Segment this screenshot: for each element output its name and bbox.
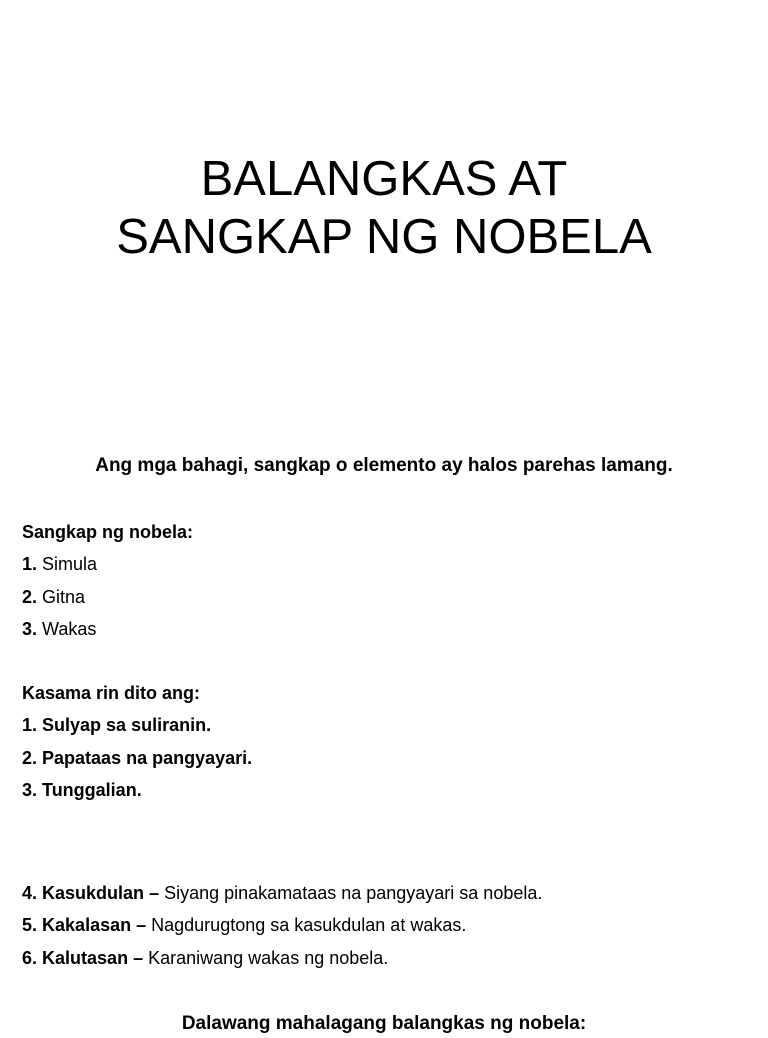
item-text: Simula (42, 554, 98, 575)
item-term: Kasukdulan (42, 883, 145, 903)
list-item (22, 709, 252, 741)
list-item (22, 548, 193, 580)
item-text: Siyang pinakamataas na pangyayari sa nobela. (164, 883, 543, 903)
item-dash: – (133, 947, 144, 968)
kasama-heading: Kasama rin dito ang: (22, 683, 201, 703)
item-number: 3. (22, 779, 38, 800)
list-item (22, 877, 542, 909)
dagdag-list (22, 877, 542, 974)
title-line-1: BALANGKAS AT (200, 152, 568, 206)
item-number: 2. (22, 586, 38, 607)
item-number: 6. (22, 947, 38, 968)
item-number: 5. (22, 915, 38, 936)
list-item (22, 581, 193, 613)
list-item (22, 942, 542, 974)
list-item (22, 742, 252, 774)
intro-text: Ang mga bahagi, sangkap o elemento ay halos parehas lamang. (95, 455, 673, 476)
title-line-2: SANGKAP NG NOBELA (116, 210, 652, 264)
item-number: 1. (22, 715, 38, 736)
item-text: Papataas na pangyayari. (42, 747, 253, 768)
item-number: 3. (22, 618, 38, 639)
item-text: Tunggalian. (42, 779, 142, 800)
kasama-list (22, 677, 252, 806)
bottom-heading: Dalawang mahalagang balangkas ng nobela: (181, 1013, 587, 1034)
item-term: Kalutasan (42, 947, 129, 968)
item-text: Karaniwang wakas ng nobela. (148, 947, 389, 968)
item-text: Sulyap sa suliranin. (42, 715, 212, 736)
item-text: Gitna (42, 586, 86, 607)
list-item (22, 774, 252, 806)
list-item (22, 909, 542, 941)
page-title (0, 150, 768, 266)
item-term: Kakalasan (42, 915, 132, 936)
sangkap-list (22, 516, 193, 645)
item-text: Wakas (42, 618, 97, 639)
item-number: 4. (22, 883, 38, 903)
item-dash: – (136, 915, 147, 936)
item-dash: – (149, 883, 160, 903)
sangkap-heading: Sangkap ng nobela: (22, 522, 194, 542)
item-number: 1. (22, 554, 38, 575)
item-number: 2. (22, 747, 38, 768)
item-text: Nagdurugtong sa kasukdulan at wakas. (151, 915, 467, 936)
list-item (22, 613, 193, 645)
